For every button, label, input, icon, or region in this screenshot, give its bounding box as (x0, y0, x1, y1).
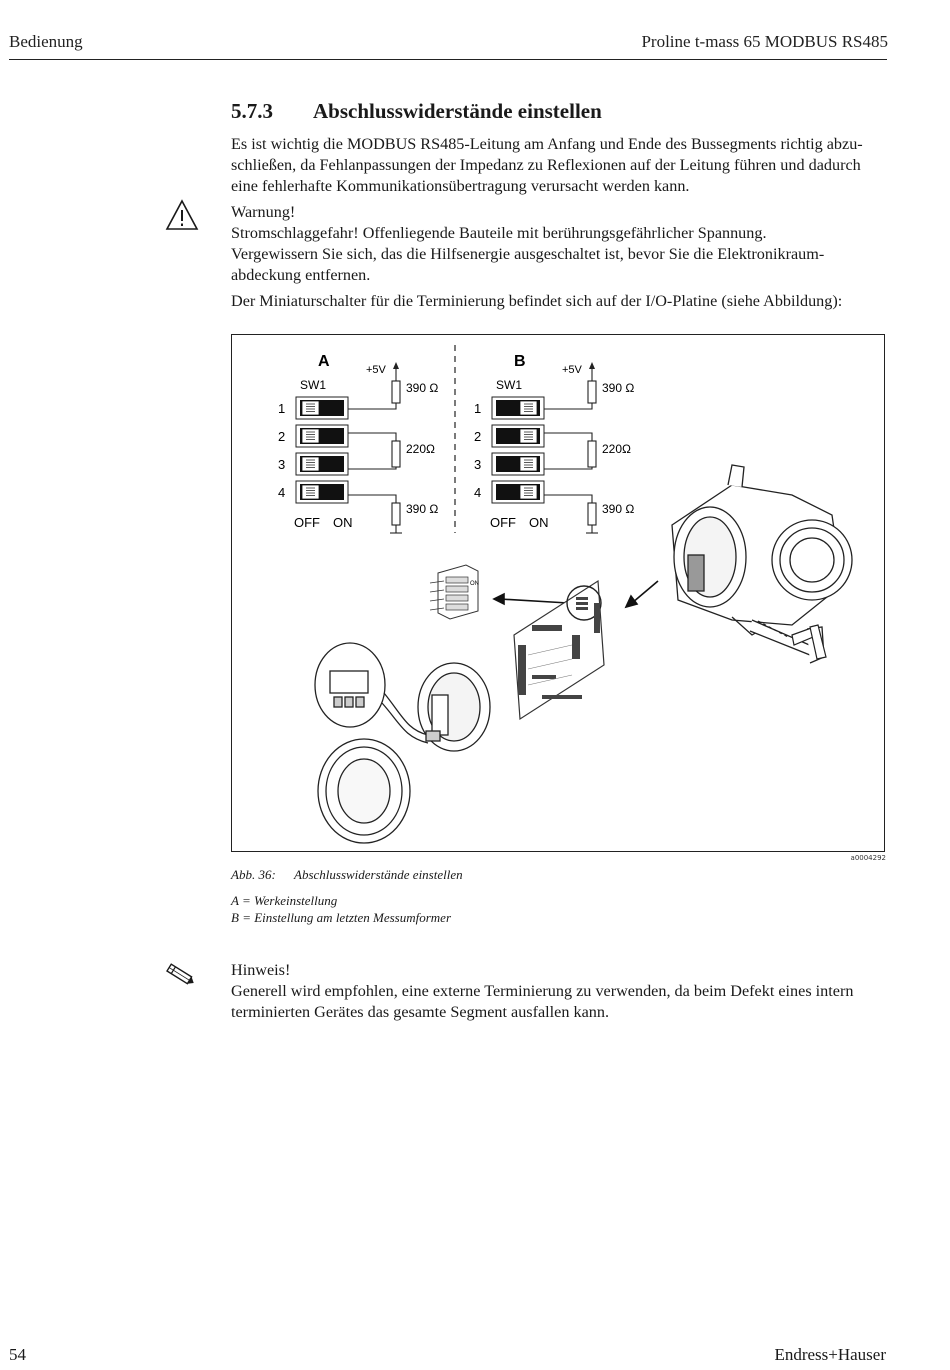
intro-line: eine fehlerhafte Kommunikationsübertragung verursacht werden kann. (231, 177, 690, 195)
section-heading: Abschlusswiderstände einstellen (313, 99, 602, 123)
row-number: 4 (474, 485, 482, 500)
off-label: OFF (490, 515, 516, 530)
figure-code: a0004292 (850, 854, 886, 862)
warning-line: abdeckung entfernen. (231, 266, 371, 284)
switch-location-text (231, 291, 886, 312)
resistor-network-a (348, 362, 402, 533)
wire (544, 467, 592, 469)
switch-location-line: Der Miniaturschalter für die Terminierung befindet sich auf der I/O-Platine (siehe Abbildung): (231, 292, 843, 310)
dip-switch-a (296, 397, 348, 503)
section-title (231, 98, 602, 124)
running-header-section: Bedienung (9, 32, 83, 51)
figure-drawing (232, 335, 885, 852)
dip-switch-knob (302, 485, 319, 499)
wire (348, 433, 396, 441)
running-header-product: Proline t-mass 65 MODBUS RS485 (641, 32, 888, 51)
row-number: 2 (474, 429, 482, 444)
wire (348, 403, 396, 409)
warning-triangle-icon (165, 199, 199, 231)
transmitter-housing (672, 465, 852, 663)
resistor-bot (588, 503, 596, 525)
dip-switch-knob (520, 429, 537, 443)
resistor-mid (588, 441, 596, 467)
dip-switch-knob (520, 401, 537, 415)
dip-switch-knob (520, 457, 537, 471)
dip-switch-knob (302, 429, 319, 443)
resistor-top (392, 381, 400, 403)
electronics-carrier (418, 663, 490, 751)
intro-line: Es ist wichtig die MODBUS RS485-Leitung am Anfang und Ende des Bussegments richtig abzu- (231, 135, 863, 153)
row-number: 4 (278, 485, 286, 500)
note-block (231, 960, 886, 1023)
resistor-network-b (544, 362, 598, 533)
resistor-top-label: 390 Ω (406, 381, 439, 395)
dip-switch-knob (302, 457, 319, 471)
row-number: 2 (278, 429, 286, 444)
dip-switch-knob (520, 485, 537, 499)
mini-switch-detail (430, 565, 479, 619)
row-number: 1 (278, 401, 286, 416)
termination-figure (231, 334, 885, 852)
warning-block (231, 202, 886, 286)
brand-name: Endress+Hauser (774, 1345, 886, 1364)
panel-a (278, 353, 438, 533)
row-number: 1 (474, 401, 482, 416)
intro-paragraph (231, 134, 886, 197)
resistor-top-label: 390 Ω (602, 381, 635, 395)
off-label: OFF (294, 515, 320, 530)
header-rule (9, 59, 887, 60)
wire (348, 495, 396, 503)
figure-title: Abschlusswiderstände einstellen (294, 867, 463, 882)
on-label: ON (529, 515, 549, 530)
wire (544, 495, 592, 503)
supply-arrow-icon (589, 362, 595, 369)
warning-line: Vergewissern Sie sich, das die Hilfsenergie ausgeschaltet ist, bevor Sie die Elektronikraum- (231, 245, 825, 263)
on-label: ON (333, 515, 353, 530)
supply-label: +5V (562, 364, 582, 376)
page-number: 54 (9, 1345, 26, 1364)
figure-caption (231, 866, 463, 883)
resistor-bot-label: 390 Ω (602, 502, 635, 516)
figure-number: Abb. 36: (231, 867, 276, 882)
wire (544, 433, 592, 441)
intro-line: schließen, da Fehlanpassungen der Impedanz zu Reflexionen auf der Leitung führen und dadurch (231, 156, 861, 174)
resistor-top (588, 381, 596, 403)
resistor-bot (392, 503, 400, 525)
sw-label: SW1 (300, 378, 327, 392)
warning-line: Stromschlaggefahr! Offenliegende Bauteile mit berührungsgefährlicher Spannung. (231, 224, 767, 242)
resistor-mid (392, 441, 400, 467)
wire (544, 403, 592, 409)
resistor-bot-label: 390 Ω (406, 502, 439, 516)
section-number: 5.7.3 (231, 99, 273, 123)
note-line: Generell wird empfohlen, eine externe Terminierung zu verwenden, da beim Defekt eines intern (231, 982, 854, 1000)
display-module (315, 643, 428, 743)
sw-label: SW1 (496, 378, 523, 392)
supply-label: +5V (366, 364, 386, 376)
pencil-icon (165, 962, 197, 988)
dip-switch-b (492, 397, 544, 503)
note-line: terminierten Gerätes das gesamte Segment ausfallen kann. (231, 1003, 610, 1021)
dip-switch-knob (302, 401, 319, 415)
panel-label: A (318, 353, 330, 370)
legend-b: B = Einstellung am letzten Messumformer (231, 910, 451, 925)
note-label: Hinweis! (231, 961, 291, 979)
resistor-mid-label: 220Ω (406, 442, 435, 456)
legend-a: A = Werkeinstellung (231, 893, 338, 908)
supply-arrow-icon (393, 362, 399, 369)
warning-label: Warnung! (231, 203, 296, 221)
row-number: 3 (474, 457, 482, 472)
resistor-mid-label: 220Ω (602, 442, 631, 456)
panel-label: B (514, 353, 526, 370)
row-number: 3 (278, 457, 286, 472)
mini-switch-label: ON (470, 581, 479, 587)
wire (348, 467, 396, 469)
panel-b (474, 353, 634, 533)
housing-cover (318, 739, 410, 843)
